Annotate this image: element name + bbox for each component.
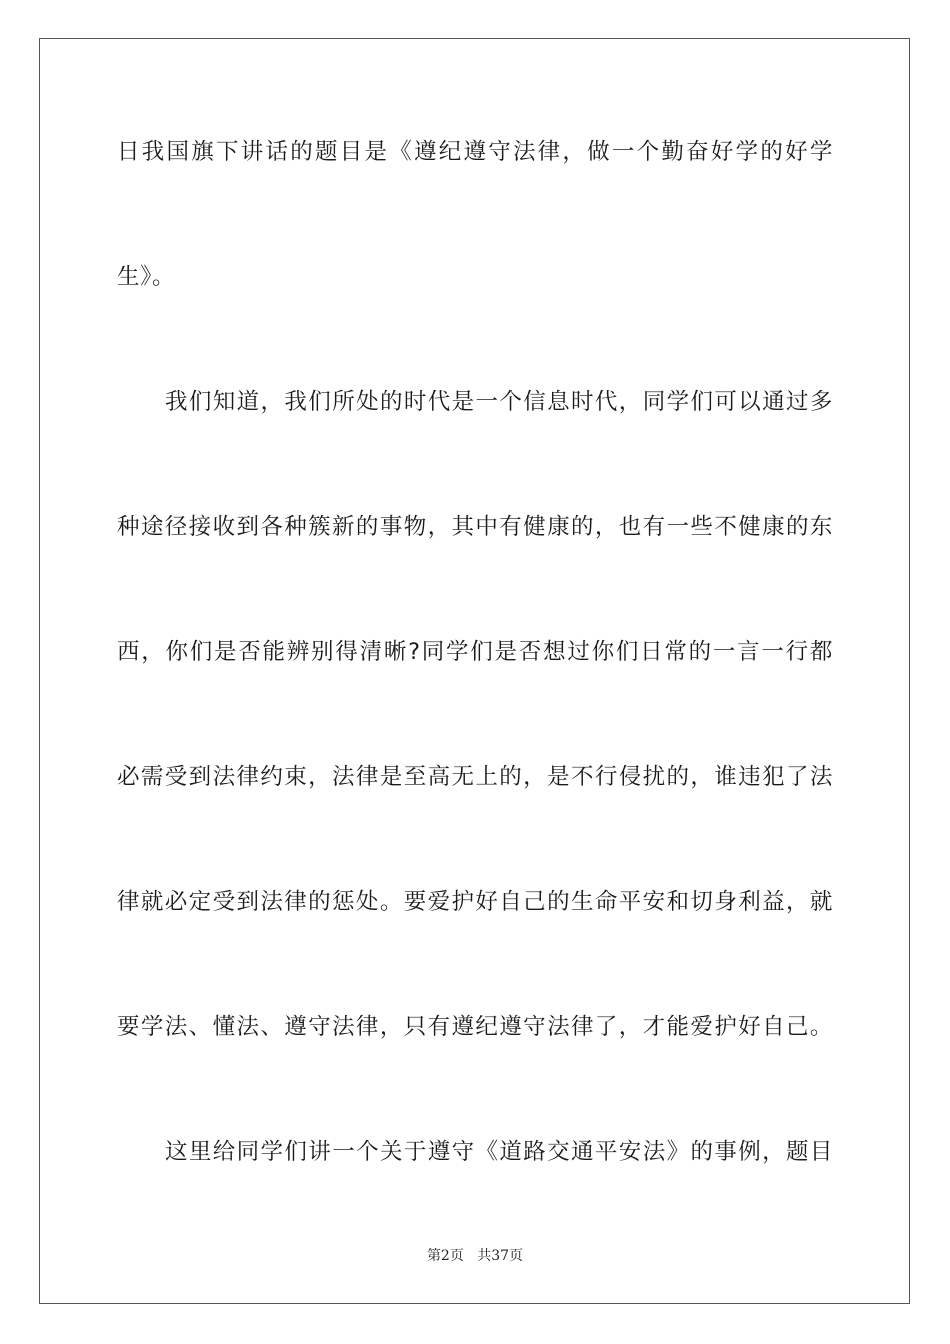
current-page-number: 第2页: [426, 1248, 464, 1264]
text-line: 必需受到法律约束，法律是至高无上的，是不行侵扰的，谁违犯了法: [117, 764, 833, 790]
text-line: 西，你们是否能辨别得清晰?同学们是否想过你们日常的一言一行都: [117, 639, 833, 665]
text-line: 律就必定受到法律的惩处。要爱护好自己的生命平安和切身利益，就: [117, 889, 833, 915]
text-line: 生》。: [117, 264, 176, 290]
text-line: 日我国旗下讲话的题目是《遵纪遵守法律，做一个勤奋好学的好学: [117, 139, 833, 165]
text-line: 这里给同学们讲一个关于遵守《道路交通平安法》的事例，题目: [165, 1139, 833, 1165]
text-line: 种途径接收到各种簇新的事物，其中有健康的，也有一些不健康的东: [117, 514, 833, 540]
total-page-count: 共37页: [477, 1248, 524, 1264]
page-border: [39, 38, 910, 1304]
text-line: 我们知道，我们所处的时代是一个信息时代，同学们可以通过多: [165, 389, 833, 415]
text-line: 要学法、懂法、遵守法律，只有遵纪遵守法律了，才能爱护好自己。: [117, 1014, 833, 1040]
page-footer: [0, 1247, 950, 1265]
